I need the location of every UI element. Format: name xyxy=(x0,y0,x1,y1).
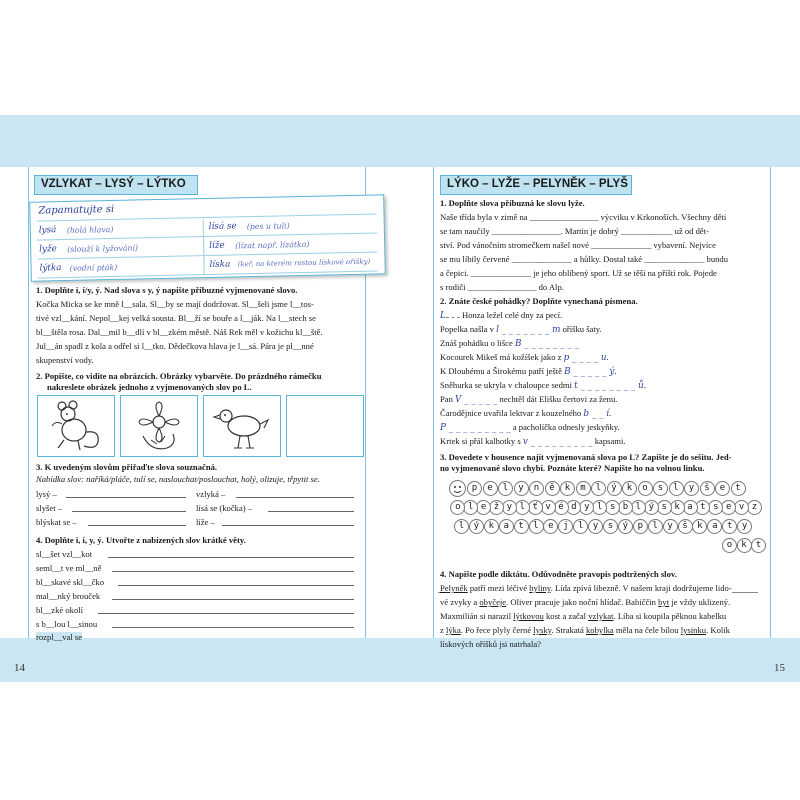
left-ex1-line: tivé vzl__kání. Nepol__kej velká sousta. Bl__ží se bouře a l__ják. Na l__stech se xyxy=(36,313,316,323)
left-ex2-title: nakreslete obrázek jednoho z vyjmenovaných slov po L. xyxy=(47,382,252,392)
caterpillar-letter[interactable]: ž xyxy=(489,500,504,515)
left-ex3-title: 3. K uvedeným slovům přiřaďte slova souznačná. xyxy=(36,462,218,472)
caterpillar-letter[interactable]: l xyxy=(591,481,606,496)
right-ex1-line: Naše třída byla v zimě na ________________ výcviku v Krkonoších. Všechny děti xyxy=(440,212,727,222)
caterpillar-letter[interactable]: y xyxy=(588,519,603,534)
caterpillar-letter[interactable]: ý xyxy=(618,519,633,534)
header-band xyxy=(0,115,800,167)
caterpillar-letter[interactable]: t xyxy=(514,519,529,534)
line-text: . xyxy=(643,380,646,390)
fairy-tale-line xyxy=(440,352,609,363)
caterpillar-letter[interactable]: s xyxy=(657,500,672,515)
fill-in[interactable]: l _ _ _ _ _ _ _ m xyxy=(496,325,561,335)
line-text: Honza ležel celé dny za pecí. xyxy=(459,310,563,320)
caterpillar-letter[interactable]: y xyxy=(684,481,699,496)
answer-line[interactable] xyxy=(118,585,354,586)
fill-in[interactable]: v _ _ _ _ _ _ _ _ _ xyxy=(522,437,593,447)
line-text: K Dlouhému a Širokému patří ještě xyxy=(440,366,565,376)
caterpillar-letter[interactable]: k xyxy=(670,500,685,515)
right-ex1-line: se mu líbily červené ______________ a hůlky. Dostal také ______________ bundu xyxy=(440,254,729,264)
caterpillar-letter[interactable]: k xyxy=(622,481,637,496)
remember-word: lísá se xyxy=(208,221,237,232)
caterpillar-letter[interactable]: l xyxy=(669,481,684,496)
remember-hint: (lízat např. lízátko) xyxy=(235,239,310,251)
caterpillar-letter[interactable]: a xyxy=(683,500,698,515)
underlined-word: byt xyxy=(658,597,670,607)
caterpillar-head-icon xyxy=(449,480,466,497)
caterpillar-letter[interactable]: ý xyxy=(607,481,622,496)
caterpillar-letter[interactable]: p xyxy=(633,519,648,534)
caterpillar-letter[interactable]: a xyxy=(499,519,514,534)
answer-line[interactable] xyxy=(108,557,354,558)
remember-word: líska xyxy=(209,259,231,270)
caterpillar-letter[interactable]: ě xyxy=(545,481,560,496)
caterpillar-letter[interactable]: l xyxy=(592,500,607,515)
dictation-line xyxy=(440,625,730,635)
underlined-word: vzlykat xyxy=(588,611,614,621)
fairy-tale-line xyxy=(440,338,579,349)
caterpillar-letter[interactable]: v xyxy=(734,500,749,515)
right-ex2-title: 2. Znáte české pohádky? Doplňte vynechaná písmena. xyxy=(440,296,638,306)
sentence-prompt: seml__t ve ml__ně xyxy=(36,563,102,573)
picture-empty-frame[interactable] xyxy=(286,395,364,457)
fill-in[interactable]: p _ _ _ _ u xyxy=(563,353,607,363)
line-text: nechtěl dát Elišku čertovi za ženu. xyxy=(497,394,618,404)
left-ex1-line: Jul__án spadl z kola a odřel si l__tko. Dědečkova hlava je l__sá. Pára je pl__nné xyxy=(36,341,314,351)
caterpillar-letter[interactable]: l xyxy=(463,500,478,515)
right-ex1-line: s rodiči ________________ do Alp. xyxy=(440,282,564,292)
left-ex1-line: Kočka Micka se ke mně l__sala. Sl__by se mají dodržovat. Sl__šeli jsme l__tos- xyxy=(36,299,314,309)
line-text: je vždy uklizený. xyxy=(669,597,731,607)
remember-hint: (pes u tuli) xyxy=(246,221,290,232)
answer-line[interactable] xyxy=(236,497,354,498)
left-ex1-title: 1. Doplňte i, í/y, ý. Nad slova s y, ý napište příbuzné vyjmenované slovo. xyxy=(36,285,298,295)
remember-hint: (keř, na kterém rostou lískové oříšky) xyxy=(237,257,371,269)
underlined-word: lýka xyxy=(445,625,461,635)
right-ex1-line: ství. Pod vánočním stromečkem našel nové ______________ vybavení. Nejvíce xyxy=(440,240,716,250)
synonym-word: blýskat se – xyxy=(36,517,77,527)
right-ex3-title: no vyjmenované slovo chybí. Poznáte které? Napište ho na volnou linku. xyxy=(440,463,705,473)
caterpillar-letter[interactable]: k xyxy=(692,519,707,534)
caterpillar-letter[interactable]: s xyxy=(603,519,618,534)
left-ex4-title: 4. Doplňte i, í, y, ý. Utvořte z nabízených slov krátké věty. xyxy=(36,535,246,545)
caterpillar-letter[interactable]: s xyxy=(708,500,723,515)
fairy-tale-line xyxy=(440,324,602,335)
fairy-tale-line xyxy=(440,436,626,447)
caterpillar-letter[interactable]: e xyxy=(483,481,498,496)
left-ex3-offer xyxy=(36,474,320,484)
synonym-word: líže – xyxy=(196,517,215,527)
remember-word: lyže xyxy=(39,244,57,255)
line-text: . Líba si koupila pěknou kabelku xyxy=(613,611,727,621)
remember-word: lýtka xyxy=(39,263,62,274)
line-text: Maxmilián si narazil xyxy=(440,611,514,621)
caterpillar-letter[interactable]: z xyxy=(747,500,762,515)
remember-word: líže xyxy=(209,240,225,251)
caterpillar-letter[interactable]: e xyxy=(476,500,491,515)
dictation-line xyxy=(440,583,732,593)
sentence-prompt: mal__nký brouček xyxy=(36,591,101,601)
answer-line[interactable] xyxy=(98,613,354,614)
caterpillar-letter[interactable]: k xyxy=(484,519,499,534)
sentence-prompt: rozpl__val se xyxy=(36,632,83,642)
line-text: Čarodějnice uvařila lektvar z kouzelného xyxy=(440,408,584,418)
remember-hint: (vodní pták) xyxy=(69,262,118,273)
line-text: lískových oříšků jsi natrhala? xyxy=(440,639,541,649)
fill-in[interactable]: B _ _ _ _ _ ý xyxy=(564,367,615,377)
fairy-tale-line xyxy=(440,408,611,419)
left-ex1-line: bl__štěla rosa. Dal__mil b__dlí v bl__zkém městě. Náš Rek měl v kožichu kl__ště. xyxy=(36,327,323,337)
caterpillar-letter[interactable]: e xyxy=(543,519,558,534)
caterpillar-letter[interactable]: š xyxy=(678,519,693,534)
answer-line[interactable] xyxy=(112,571,354,572)
sentence-prompt: bl__zké okolí xyxy=(36,605,84,615)
answer-line[interactable] xyxy=(66,497,186,498)
right-ex3-title: 3. Dovedete v housence najít vyjmenovaná slova po L? Zapište je do sešitu. Jed- xyxy=(440,452,732,462)
caterpillar-letter[interactable]: y xyxy=(502,500,517,515)
line-text: . Lída zpívá libezně. V našem kraji dodržujeme lido- xyxy=(550,583,732,593)
picture-flower xyxy=(120,395,198,457)
caterpillar-letter[interactable]: e xyxy=(715,481,730,496)
synonym-word: lysý – xyxy=(36,489,57,499)
caterpillar-letter[interactable]: y xyxy=(663,519,678,534)
caterpillar-letter[interactable]: k xyxy=(560,481,575,496)
line-text: Kocourek Mikeš má kožíšek jako z xyxy=(440,352,564,362)
underlined-word: Pelyněk xyxy=(440,583,468,593)
picture-bird xyxy=(203,395,281,457)
underlined-word: kobylka xyxy=(586,625,614,635)
line-text: Popelka našla v xyxy=(440,324,497,334)
caterpillar-letter[interactable]: j xyxy=(558,519,573,534)
answer-line[interactable] xyxy=(88,525,186,526)
fill-in[interactable]: t _ _ _ _ _ _ _ _ ů xyxy=(574,381,644,391)
caterpillar-letter[interactable]: l xyxy=(498,481,513,496)
remember-hint: (slouží k lyžování) xyxy=(67,243,139,254)
caterpillar-letter[interactable]: é xyxy=(554,500,569,515)
fill-in[interactable]: b _ _ í xyxy=(583,409,610,419)
remember-hint: (holá hlava) xyxy=(66,224,114,235)
right-ex1-line: a čepici. ______________ je jeho oblíbený sport. Už se těší na příští rok. Pojede xyxy=(440,268,717,278)
line-text: . Kolik xyxy=(706,625,730,635)
line-text: kost a začal xyxy=(543,611,589,621)
line-text: měla na čele bílou xyxy=(613,625,681,635)
synonym-word: slyšet – xyxy=(36,503,63,513)
fairy-tale-line xyxy=(440,366,616,377)
caterpillar-letter[interactable]: y xyxy=(514,481,529,496)
answer-line[interactable] xyxy=(222,525,354,526)
caterpillar-letter[interactable]: o xyxy=(450,500,465,515)
caterpillar-letter[interactable]: l xyxy=(573,519,588,534)
caterpillar-letter[interactable]: t xyxy=(695,500,710,515)
answer-line[interactable] xyxy=(112,599,354,600)
caterpillar-letter[interactable]: b xyxy=(618,500,633,515)
caterpillar-letter[interactable]: š xyxy=(700,481,715,496)
line-text: Sněhurka se ukryla v chaloupce sedmi xyxy=(440,380,575,390)
left-heading: VZLYKAT – LYSÝ – LÝTKO xyxy=(34,175,198,195)
caterpillar-letter[interactable]: o xyxy=(722,538,737,553)
answer-line[interactable] xyxy=(268,511,354,512)
fill-in[interactable]: P _ _ _ _ _ _ _ _ _ xyxy=(440,423,511,433)
caterpillar-letter[interactable]: y xyxy=(579,500,594,515)
right-ex1-title: 1. Doplňte slova příbuzná ke slovu lyže. xyxy=(440,198,585,208)
caterpillar-letter[interactable]: t xyxy=(722,519,737,534)
line-text: oříšku šaty. xyxy=(560,324,602,334)
fairy-tale-line xyxy=(440,422,620,433)
caterpillar-letter[interactable]: v xyxy=(541,500,556,515)
dictation-line xyxy=(440,611,726,621)
caterpillar-letter[interactable]: s xyxy=(653,481,668,496)
caterpillar-letter[interactable]: o xyxy=(638,481,653,496)
caterpillar-letter[interactable]: l xyxy=(515,500,530,515)
line-text: patří mezi léčivé xyxy=(467,583,530,593)
remember-title: Zapamatujte si xyxy=(38,203,115,217)
line-text: kapsami. xyxy=(592,436,626,446)
underlined-word: obyčeje xyxy=(479,597,507,607)
line-text: . xyxy=(609,408,612,418)
right-ex4-title: 4. Napište podle diktátu. Odůvodněte pravopis podtržených slov. xyxy=(440,569,677,579)
fill-in[interactable]: V _ _ _ _ _ xyxy=(455,395,498,405)
line-text: z xyxy=(440,625,446,635)
caterpillar-letter[interactable]: ý xyxy=(469,519,484,534)
caterpillar-letter[interactable]: l xyxy=(631,500,646,515)
sentence-prompt: s b__lou l__sinou xyxy=(36,619,98,629)
line-text: Pan xyxy=(440,394,456,404)
caterpillar-letter[interactable]: d xyxy=(566,500,581,515)
answer-line[interactable] xyxy=(72,511,186,512)
caterpillar-letter[interactable]: m xyxy=(576,481,591,496)
page-number-left: 14 xyxy=(14,662,25,674)
right-heading: LÝKO – LYŽE – PELYNĚK – PLYŠ xyxy=(440,175,632,195)
line-text: Krtek si přál kalhotky s xyxy=(440,436,523,446)
caterpillar-letter[interactable]: n xyxy=(529,481,544,496)
caterpillar-letter[interactable]: l xyxy=(454,519,469,534)
page-number-right: 15 xyxy=(774,662,785,674)
sentence-prompt: sl__šet vzl__kot xyxy=(36,549,93,559)
footer-band xyxy=(0,638,800,682)
caterpillar-letter[interactable]: e xyxy=(721,500,736,515)
caterpillar-letter[interactable]: y xyxy=(737,519,752,534)
line-text: . xyxy=(614,366,617,376)
dictation-line xyxy=(440,639,541,649)
synonym-word: lísá se (kočka) – xyxy=(196,503,253,513)
picture-mouse xyxy=(37,395,115,457)
fill-in[interactable]: B _ _ _ _ _ _ _ _ xyxy=(514,339,579,349)
caterpillar-letter[interactable]: p xyxy=(467,481,482,496)
line-text: Znáš pohádku o lišce xyxy=(440,338,515,348)
caterpillar-letter[interactable]: t xyxy=(751,538,766,553)
synonym-word: vzlyká – xyxy=(196,489,226,499)
fairy-tale-line xyxy=(440,310,562,321)
caterpillar-letter[interactable]: a xyxy=(707,519,722,534)
caterpillar-letter[interactable]: s xyxy=(605,500,620,515)
left-ex2-title: 2. Popište, co vidíte na obrázcích. Obrázky vybarvěte. Do prázdného rámečku xyxy=(36,371,322,381)
line-text: . Po řece plyly černé xyxy=(460,625,534,635)
underlined-word: lysky xyxy=(533,625,552,635)
line-text: . xyxy=(606,352,609,362)
answer-line[interactable] xyxy=(112,627,354,628)
offer-words: naříká/pláče, tulí se, naslouchat/poslouchat, holý, olizuje, třpytit se. xyxy=(86,474,320,484)
caterpillar-letter[interactable]: l xyxy=(648,519,663,534)
caterpillar-letter[interactable]: ý xyxy=(644,500,659,515)
offer-label: Nabídka slov: xyxy=(36,474,84,484)
dictation-line xyxy=(440,597,730,607)
sentence-prompt: bl__skavé skl__čko xyxy=(36,577,105,587)
remember-word: lysá xyxy=(38,225,57,236)
fill-in[interactable]: L xyxy=(440,311,446,321)
caterpillar-letter[interactable]: t xyxy=(731,481,746,496)
underlined-word: lysinku xyxy=(680,625,707,635)
caterpillar-letter[interactable]: l xyxy=(529,519,544,534)
fairy-tale-line xyxy=(440,380,646,391)
right-ex1-line: se tam naučily ________________. Martin je dobrý ____________ už od dět- xyxy=(440,226,709,236)
caterpillar-letter[interactable]: ť xyxy=(528,500,543,515)
remember-note xyxy=(29,194,386,281)
line-text: . Strakatá xyxy=(551,625,586,635)
underlined-word: byliny xyxy=(529,583,551,593)
underlined-word: lýtkovou xyxy=(513,611,544,621)
line-text: vé zvyky a xyxy=(440,597,480,607)
line-text: . Oliver pracuje jako noční hlídač. Babiččin xyxy=(506,597,659,607)
fairy-tale-line xyxy=(440,394,617,405)
caterpillar-letter[interactable]: k xyxy=(737,538,752,553)
line-text: a pacholíčka odnesly jeskyňky. xyxy=(510,422,620,432)
left-ex1-line: skupenství vody. xyxy=(36,355,94,365)
